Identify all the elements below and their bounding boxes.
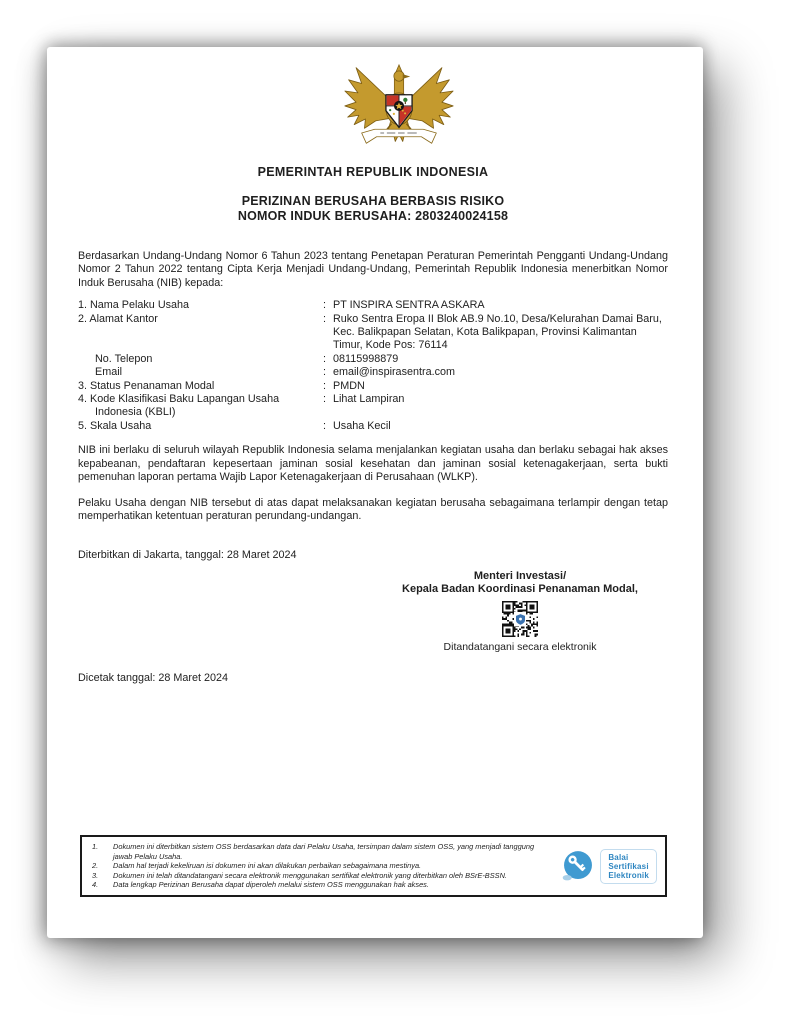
footer-note-text: Dokumen ini diterbitkan sistem OSS berdasarkan data dari Pelaku Usaha, tersimpan dalam sistem OSS, yang menjadi tanggung jawab Pelaku Usaha.: [113, 842, 535, 861]
logo-line3: Elektronik: [608, 870, 649, 880]
field-row: [78, 393, 668, 420]
signature-block: [360, 570, 680, 653]
document-title-line2: NOMOR INDUK BERUSAHA: 2803240024158: [237, 209, 509, 223]
field-value: : PMDN: [323, 380, 668, 393]
field-row: [78, 380, 668, 393]
signatory-title-line1: Menteri Investasi/: [473, 570, 567, 583]
field-row: [78, 420, 668, 433]
footer-note-number: 1.: [92, 842, 99, 852]
compliance-paragraph: Pelaku Usaha dengan NIB tersebut di atas dapat melaksanakan kegiatan berusaha sebagaimana terlampir dengan tetap memperhatikan ketentuan peraturan perundang-undangan.: [78, 496, 668, 522]
footer-note: [92, 861, 556, 871]
government-title: PEMERINTAH REPUBLIK INDONESIA: [257, 165, 489, 179]
footer-note-number: 2.: [92, 861, 99, 871]
key-circle-icon: [560, 848, 596, 884]
garuda-pancasila-emblem: [78, 47, 668, 148]
document-title-line1: PERIZINAN BERUSAHA BERBASIS RISIKO: [241, 194, 505, 208]
field-row: [78, 313, 668, 353]
footer-note: [92, 871, 556, 881]
garuda-icon: [343, 62, 455, 148]
field-value: : 08115998879: [323, 353, 668, 366]
field-row: [78, 366, 668, 379]
footer-note-number: 3.: [92, 870, 99, 880]
logo-line1: Balai: [608, 852, 629, 862]
validity-paragraph: NIB ini berlaku di seluruh wilayah Republik Indonesia selama menjalankan kegiatan usaha dan berlaku sebagai hak akses kepabeanan, pendaftaran kepesertaan jaminan sosial kesehatan dan jaminan sosial ketenagakerjaan, serta bukti pemenuhan laporan pertama Wajib Lapor Ketenagakerjaan di Perusahaan (WLKP).: [78, 444, 668, 484]
qr-code: [502, 601, 538, 637]
field-value: : PT INSPIRA SENTRA ASKARA: [323, 299, 668, 312]
footer-note: [92, 842, 556, 861]
qr-center-emblem-icon: [514, 612, 526, 626]
intro-paragraph: Berdasarkan Undang-Undang Nomor 6 Tahun 2023 tentang Penetapan Peraturan Pemerintah Pengganti Undang-Undang Nomor 2 Tahun 2022 tentang Cipta Kerja Menjadi Undang-Undang, Pemerintah Republik Indonesia menerbitkan Nomor Induk Berusaha (NIB) kepada:: [78, 250, 668, 289]
field-label: 3. Status Penanaman Modal: [78, 379, 215, 392]
field-value: : Usaha Kecil: [323, 420, 668, 433]
field-label: 4. Kode Klasifikasi Baku Lapangan Usaha Indonesia (KBLI): [78, 393, 280, 419]
field-label: Email: [95, 366, 122, 379]
logo-line2: Sertifikasi: [608, 861, 649, 871]
footer-note-number: 4.: [92, 880, 99, 890]
field-value: : email@inspirasentra.com: [323, 366, 668, 379]
footer-note-text: Dokumen ini telah ditandatangani secara elektronik menggunakan sertifikat elektronik yang diterbitkan oleh BSrE-BSSN.: [113, 870, 507, 880]
printed-date-line: Dicetak tanggal: 28 Maret 2024: [78, 672, 229, 685]
footer-notes: [82, 837, 560, 895]
footer-note-text: Data lengkap Perizinan Berusaha dapat diperoleh melalui sistem OSS menggunakan hak akses.: [113, 880, 429, 890]
footer-note: [92, 880, 556, 890]
field-value: : Ruko Sentra Eropa II Blok AB.9 No.10, Desa/Kelurahan Damai Baru, Kec. Balikpapan Selatan, Kota Balikpapan, Provinsi Kalimantan Timur, Kode Pos: 76114: [323, 313, 668, 353]
logo-text: [600, 849, 657, 884]
field-label: No. Telepon: [95, 352, 153, 365]
field-row: [78, 353, 668, 366]
bsre-logo: [560, 848, 657, 884]
signatory-title-line2: Kepala Badan Koordinasi Penanaman Modal,: [402, 583, 638, 596]
fields-list: [78, 299, 668, 433]
field-value: : Lihat Lampiran: [323, 393, 668, 420]
field-label: 2. Alamat Kantor: [78, 312, 158, 325]
footer-note-text: Dalam hal terjadi kekeliruan isi dokumen ini akan dilakukan perbaikan sebagaimana mestinya.: [113, 861, 422, 871]
footer-disclaimer-box: [80, 835, 667, 897]
electronic-signature-note: Ditandatangani secara elektronik: [443, 641, 597, 654]
issued-line: Diterbitkan di Jakarta, tanggal: 28 Maret 2024: [78, 549, 297, 562]
field-label: 5. Skala Usaha: [78, 419, 152, 432]
field-label: 1. Nama Pelaku Usaha: [78, 299, 190, 312]
field-row: [78, 299, 668, 312]
certificate-page: [47, 47, 703, 938]
